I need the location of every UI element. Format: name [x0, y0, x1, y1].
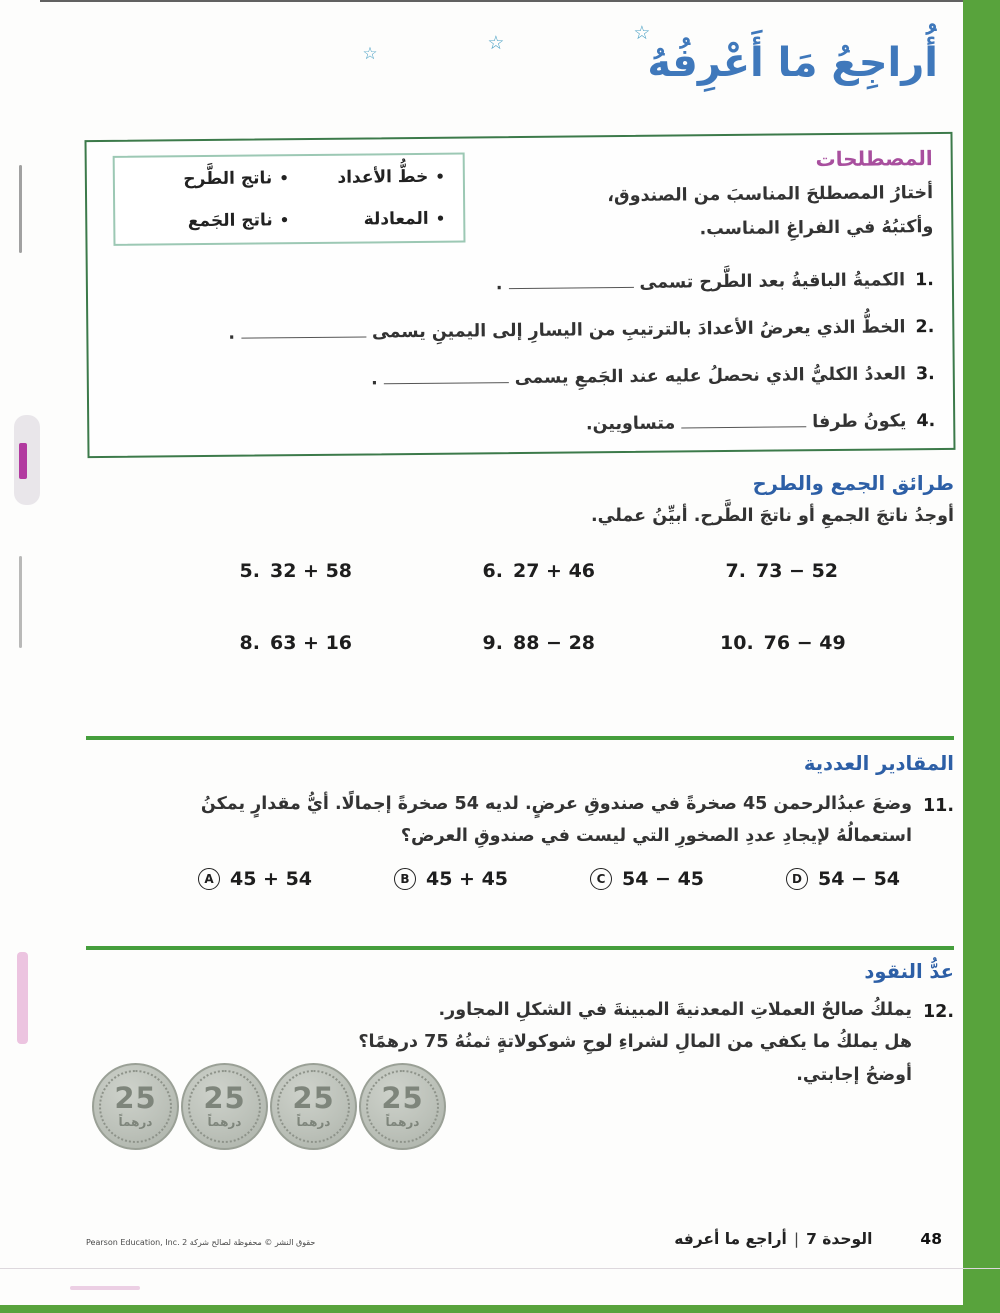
answer-blank-1[interactable] — [508, 274, 633, 289]
answer-blank-4[interactable] — [681, 414, 806, 429]
term-item-1 — [106, 270, 934, 298]
terms-instructions-line-1: أختارُ المصطلحَ المناسبَ من الصندوق، — [607, 183, 934, 207]
coin-25-fils — [181, 1063, 268, 1150]
scan-artifact — [19, 556, 22, 648]
choice-letter-a: A — [198, 868, 220, 890]
word-item-equation: •المعادلة — [363, 208, 446, 230]
problem-11-line-2: استعمالُهُ لإيجادِ عددِ الصخورِ التي ليست في صندوقِ العرض؟ — [400, 826, 912, 847]
answer-blank-3[interactable] — [384, 369, 509, 384]
methods-section-heading: طرائق الجمع والطرح — [752, 472, 954, 495]
coin-value: 25 — [381, 1081, 424, 1115]
terms-instructions-line-2: وأكتبُهُ في الفراغِ المناسب. — [699, 217, 934, 240]
term-item-3 — [107, 364, 935, 392]
problems-grid — [86, 560, 954, 704]
item-text-after: . — [495, 274, 503, 295]
footer-divider: | — [793, 1230, 800, 1248]
item-text: الكميةُ الباقيةُ بعد الطَّرح تسمى — [639, 270, 906, 294]
choice-letter-d: D — [786, 868, 808, 890]
problem-expression: 63 + 16 — [270, 632, 353, 654]
separator-line — [86, 736, 954, 740]
footer-copyright: حقوق النشر © محفوظة لصالح شركة Pearson Education, Inc. 2 — [86, 1238, 316, 1247]
coin-value: 25 — [114, 1081, 157, 1115]
problem-expression: 27 + 46 — [513, 560, 596, 582]
problem-9 — [477, 632, 720, 654]
coins-figure — [92, 1063, 446, 1150]
page-title — [362, 22, 938, 86]
coin-label: درهماً — [385, 1115, 420, 1129]
problem-5 — [234, 560, 477, 582]
money-section-heading: عدُّ النقود — [864, 960, 954, 983]
choice-expression: 45 + 45 — [426, 868, 509, 890]
word-item-difference: •ناتج الطَّرح — [183, 168, 289, 190]
separator-line — [86, 946, 954, 950]
scan-artifact-pink-tab — [17, 952, 28, 1044]
term-item-4 — [107, 411, 935, 439]
terms-section-box — [84, 132, 955, 458]
bullet-icon: • — [435, 209, 446, 228]
problem-10 — [720, 632, 963, 654]
term-item-2 — [106, 317, 934, 345]
coin-25-fils — [270, 1063, 357, 1150]
scan-artifact — [14, 415, 40, 505]
choice-expression: 45 + 54 — [230, 868, 313, 890]
choice-option-a[interactable] — [198, 868, 394, 890]
item-number: 1. — [914, 270, 934, 291]
footer-review-title: أراجع ما أعرفه — [674, 1230, 787, 1248]
problem-number: 8. — [239, 632, 260, 654]
star-icon: ☆ — [487, 32, 505, 54]
bullet-icon: • — [279, 169, 289, 188]
item-number: 2. — [915, 317, 935, 338]
methods-instructions: أوجدُ ناتجَ الجمعِ أو ناتجَ الطَّرح. أبيِّنُ عملي. — [590, 506, 954, 526]
footer-unit-title — [674, 1230, 872, 1248]
coin-label: درهماً — [296, 1115, 331, 1129]
problem-number: 7. — [725, 560, 746, 582]
item-text-after: . — [370, 369, 378, 390]
problem-expression: 88 − 28 — [513, 632, 596, 654]
problem-number: 10. — [720, 632, 754, 654]
item-number: 4. — [916, 411, 936, 432]
problem-number: 5. — [239, 560, 260, 582]
star-icon: ☆ — [362, 44, 378, 64]
page-edge-green-bar — [963, 0, 1000, 1313]
word-item-number-line: •خطُّ الأعداد — [337, 166, 445, 188]
item-text: الخطُّ الذي يعرضُ الأعدادَ بالترتيبِ من اليسارِ إلى اليمينِ يسمى — [371, 317, 906, 343]
problem-expression: 32 + 58 — [270, 560, 353, 582]
terms-heading: المصطلحات — [815, 146, 933, 172]
coin-label: درهماً — [207, 1115, 242, 1129]
scan-artifact-pink-tab — [19, 443, 27, 479]
bullet-icon: • — [435, 167, 445, 186]
problem-12-line-1: يملكُ صالحٌ العملاتِ المعدنيةَ المبينةَ في الشكلِ المجاور. — [438, 1000, 912, 1020]
problem-number: 12. — [922, 1002, 954, 1022]
item-text: يكونُ طرفا — [812, 411, 907, 433]
item-text: العددُ الكليُّ الذي نحصلُ عليه عند الجَمعِ يسمى — [514, 364, 907, 389]
word-item-sum: •ناتج الجَمع — [187, 210, 290, 232]
coin-25-fils — [92, 1063, 179, 1150]
choice-letter-c: C — [590, 868, 612, 890]
bottom-edge-green-bar — [0, 1305, 1000, 1313]
item-number: 3. — [915, 364, 935, 385]
problem-number: 6. — [482, 560, 503, 582]
bottom-hairline — [0, 1268, 1000, 1269]
page-title-text: أُراجِعُ مَا أَعْرِفُهُ — [647, 40, 938, 86]
problem-11 — [86, 788, 954, 853]
footer-unit: الوحدة 7 — [806, 1230, 873, 1248]
choice-option-b[interactable] — [394, 868, 590, 890]
choice-option-c[interactable] — [590, 868, 786, 890]
coin-25-fils — [359, 1063, 446, 1150]
scan-artifact — [70, 1286, 140, 1290]
answer-blank-2[interactable] — [241, 324, 366, 339]
problem-12-line-3: أوضحُ إجابتي. — [796, 1064, 912, 1085]
problem-number: 11. — [922, 796, 954, 816]
problem-number: 9. — [482, 632, 503, 654]
item-text-after: . — [228, 323, 236, 345]
scan-artifact — [19, 165, 22, 253]
problem-6 — [477, 560, 720, 582]
problem-7 — [720, 560, 963, 582]
problem-8 — [234, 632, 477, 654]
answer-choices — [86, 868, 954, 890]
choice-expression: 54 − 54 — [818, 868, 901, 890]
page-number: 48 — [920, 1230, 942, 1248]
choice-option-d[interactable] — [786, 868, 982, 890]
bullet-icon: • — [279, 211, 290, 230]
star-icon: ☆ — [633, 22, 651, 44]
problem-12-line-2: هل يملكُ ما يكفي من المالِ لشراءِ لوحِ شوكولاتةٍ ثمنُهُ 75 درهمًا؟ — [358, 1032, 912, 1053]
word-box — [113, 153, 466, 246]
problem-expression: 76 − 49 — [763, 632, 846, 654]
problem-11-line-1: وضعَ عبدُالرحمن 45 صخرةً في صندوقِ عرضٍ. لديه 54 صخرةً إجمالًا. أيُّ مقدارٍ يمكنُ — [200, 794, 912, 814]
coin-value: 25 — [203, 1081, 246, 1115]
coin-label: درهماً — [118, 1115, 153, 1129]
problem-expression: 73 − 52 — [756, 560, 839, 582]
quantities-section-heading: المقادير العددية — [803, 752, 954, 775]
item-text-after: متساويين. — [585, 413, 676, 435]
top-edge-line — [40, 0, 963, 2]
choice-expression: 54 − 45 — [622, 868, 705, 890]
coin-value: 25 — [292, 1081, 335, 1115]
choice-letter-b: B — [394, 868, 416, 890]
